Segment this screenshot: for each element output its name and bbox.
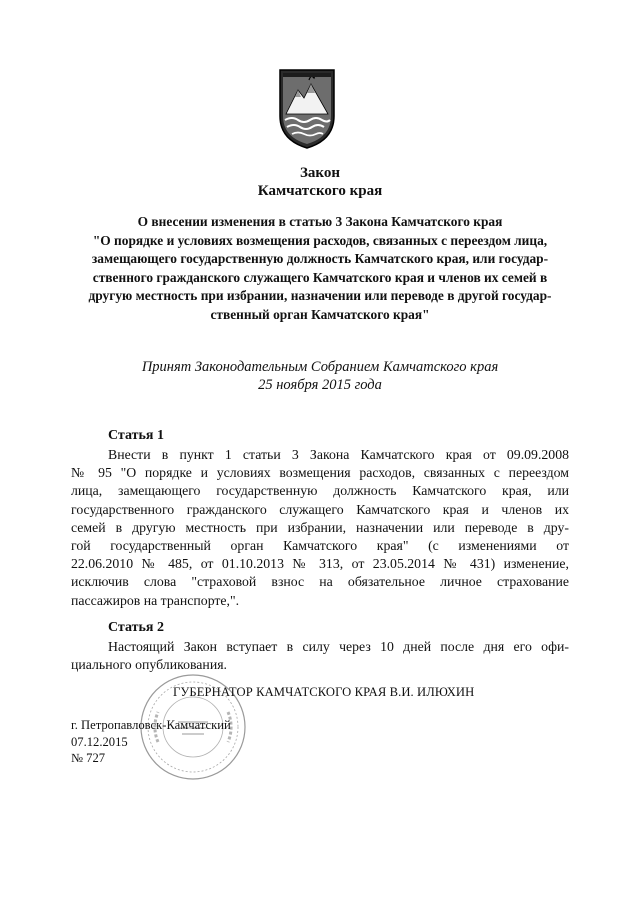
governor-signature-line: ГУБЕРНАТОР КАМЧАТСКОГО КРАЯ В.И. ИЛЮХИН [173,685,475,699]
subject-line: ственного гражданского служащего Камчатского края и членов их семей в [92,269,548,285]
article-1-line: исключив слова "страховой взнос на обязательное личное страхование [71,574,569,590]
article-1-text [71,446,569,610]
article-1-line: гой государственный орган Камчатского края" (с изменениями от [71,538,569,554]
article-1-line: Внести в пункт 1 статьи 3 Закона Камчатского края от 09.09.2008 [108,447,569,462]
coat-of-arms-emblem [276,66,338,150]
subject-line: "О порядке и условиях возмещения расходов, связанных с переездом лица, [92,232,548,248]
adoption-note [0,358,640,394]
document-type-title: Закон [299,165,340,181]
adoption-body: Принят Законодательным Собранием Камчатского края [141,359,499,375]
article-1-line: пассажиров на транспорте,". [71,592,240,608]
subject-line: О внесении изменения в статью 3 Закона Камчатского края [137,214,503,229]
article-1-line: государственного гражданского служащего Камчатского края и членов их [71,501,569,517]
subject-line: ственный орган Камчатского края" [210,306,430,322]
law-number: № 727 [71,751,106,765]
article-2-line: циального опубликования. [71,657,227,673]
law-subject-heading [70,213,570,324]
article-1-line: семей в другую местность при избрании, назначении или переводе в дру- [71,519,569,535]
article-1-title: Статья 1 [108,428,164,443]
issue-city: г. Петропавловск-Камчатский [71,718,231,732]
issue-date: 07.12.2015 [71,734,128,749]
place-date-number [71,717,231,767]
article-1-line: лица, замещающего государственную должность Камчатского края, или [71,483,569,499]
article-2-title: Статья 2 [108,620,164,635]
article-2-text [71,638,569,674]
subject-line: другую местность при избрании, назначении или переводе в другой государ- [88,288,552,303]
subject-line: замещающего государственную должность Камчатского края, или государ- [91,251,549,266]
article-1-line: № 95 "О порядке и условиях возмещения расходов, связанных с переездом [71,465,569,481]
document-region-title: Камчатского края [257,183,383,199]
article-2-line: Настоящий Закон вступает в силу через 10 дней после дня его офи- [108,639,569,654]
adoption-date: 25 ноября 2015 года [258,377,382,393]
article-1-line: 22.06.2010 № 485, от 01.10.2013 № 313, от 23.05.2014 № 431) изменение, [71,556,569,572]
